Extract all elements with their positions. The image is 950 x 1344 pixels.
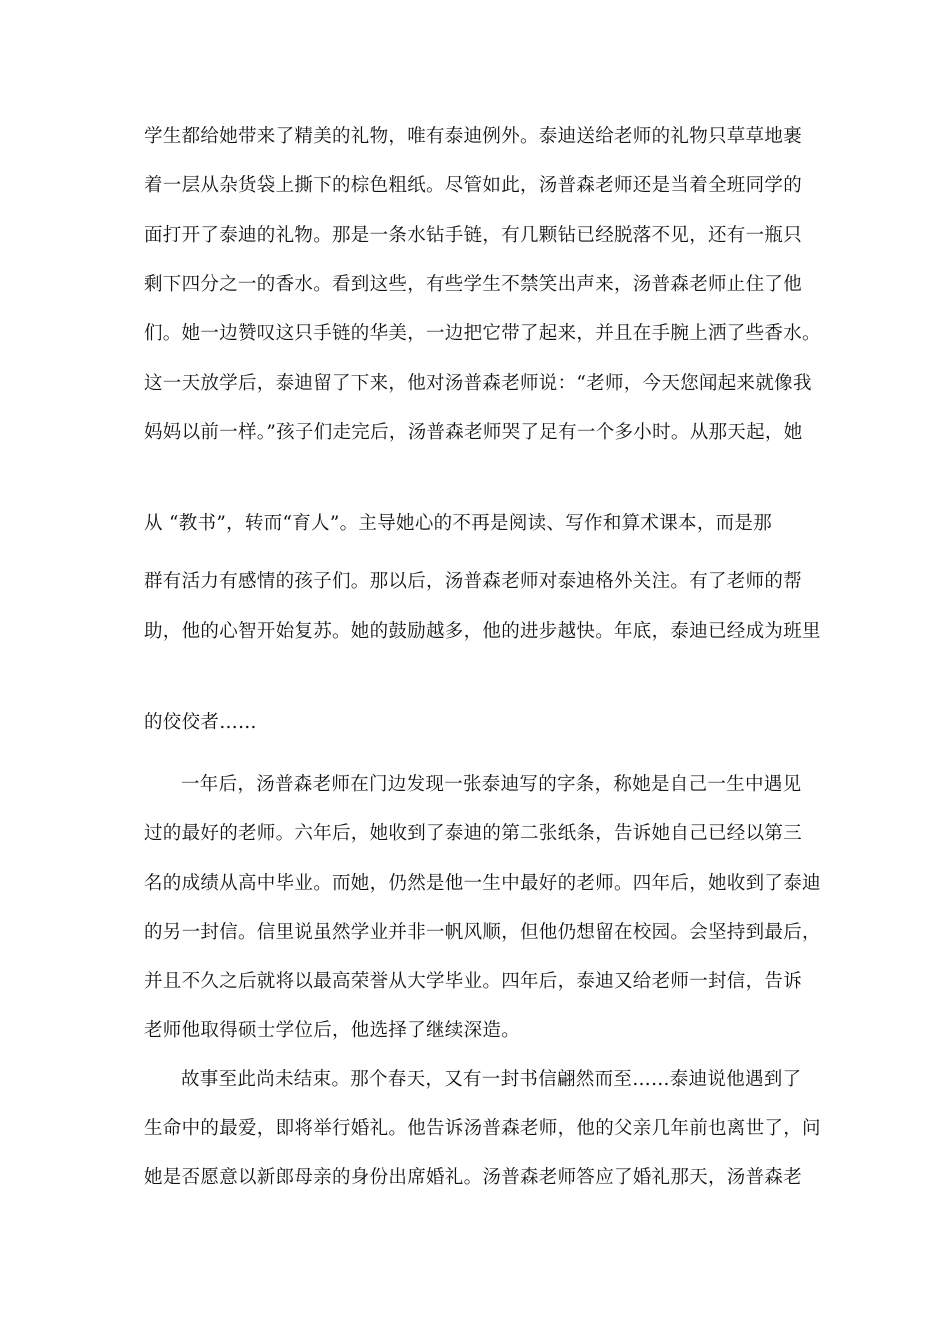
text-line: 们。她一边赞叹这只手链的华美，一边把它带了起来，并且在手腕上洒了些香水。 bbox=[144, 323, 821, 344]
text-line: 助，他的心智开始复苏。她的鼓励越多，他的进步越快。年底，泰迪已经成为班里 bbox=[144, 621, 821, 642]
text-line: 妈妈以前一样。”孩子们走完后，汤普森老师哭了足有一个多小时。从那天起，她 bbox=[144, 422, 803, 443]
text-line: 生命中的最爱，即将举行婚礼。他告诉汤普森老师，他的父亲几年前也离世了，问 bbox=[144, 1118, 821, 1139]
text-line: 的另一封信。信里说虽然学业并非一帆风顺，但他仍想留在校园。会坚持到最后， bbox=[144, 922, 821, 943]
paragraph-first-line: 一年后，汤普森老师在门边发现一张泰迪写的字条，称她是自己一生中遇见 bbox=[181, 774, 802, 795]
text-line: 从 “教书”，转而“育人”。主导她心的不再是阅读、写作和算术课本，而是那 bbox=[144, 513, 773, 534]
text-line: 过的最好的老师。六年后，她收到了泰迪的第二张纸条，告诉她自己已经以第三 bbox=[144, 823, 803, 844]
text-line: 这一天放学后，泰迪留了下来，他对汤普森老师说：“老师，今天您闻起来就像我 bbox=[144, 373, 812, 394]
text-line: 她是否愿意以新郎母亲的身份出席婚礼。汤普森老师答应了婚礼那天，汤普森老 bbox=[144, 1167, 803, 1188]
text-line: 群有活力有感情的孩子们。那以后，汤普森老师对泰迪格外关注。有了老师的帮 bbox=[144, 571, 803, 592]
text-line: 老师他取得硕士学位后，他选择了继续深造。 bbox=[144, 1020, 521, 1041]
text-line: 着一层从杂货袋上撕下的棕色粗纸。尽管如此，汤普森老师还是当着全班同学的 bbox=[144, 175, 803, 196]
text-line: 学生都给她带来了精美的礼物，唯有泰迪例外。泰迪送给老师的礼物只草草地裹 bbox=[144, 126, 803, 147]
text-line: 面打开了泰迪的礼物。那是一条水钻手链，有几颗钻已经脱落不见，还有一瓶只 bbox=[144, 225, 803, 246]
text-line: 的佼佼者…… bbox=[144, 712, 257, 733]
paragraph-first-line: 故事至此尚未结束。那个春天，又有一封书信翩然而至……泰迪说他遇到了 bbox=[181, 1069, 802, 1090]
text-line: 剩下四分之一的香水。看到这些，有些学生不禁笑出声来，汤普森老师止住了他 bbox=[144, 274, 803, 295]
text-line: 并且不久之后就将以最高荣誉从大学毕业。四年后，泰迪又给老师一封信，告诉 bbox=[144, 971, 803, 992]
text-line: 名的成绩从高中毕业。而她，仍然是他一生中最好的老师。四年后，她收到了泰迪 bbox=[144, 873, 821, 894]
